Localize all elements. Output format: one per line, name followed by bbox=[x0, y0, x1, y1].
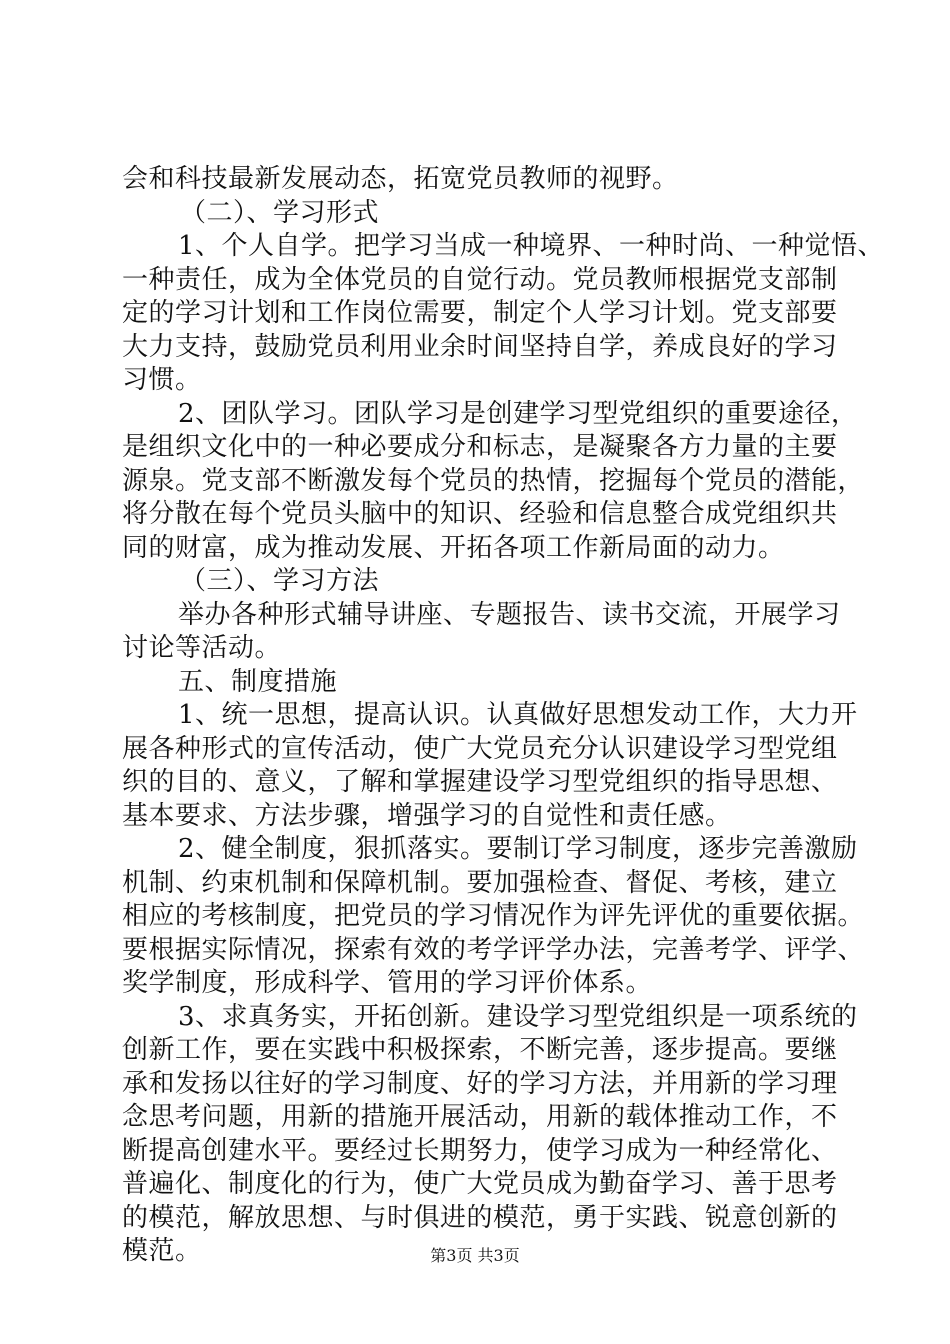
text-line: 奖学制度，形成科学、管用的学习评价体系。 bbox=[122, 968, 653, 998]
text-line: 同的财富，成为推动发展、开拓各项工作新局面的动力。 bbox=[122, 533, 785, 563]
text-line: 相应的考核制度，把党员的学习情况作为评先评优的重要依据。 bbox=[122, 901, 865, 931]
text-line: （二）、学习形式 bbox=[180, 198, 380, 228]
text-line: 讨论等活动。 bbox=[122, 633, 282, 663]
text-line: 织的目的、意义，了解和掌握建设学习型党组织的指导思想、 bbox=[122, 767, 838, 797]
text-line: 举办各种形式辅导讲座、专题报告、读书交流，开展学习 bbox=[178, 600, 841, 630]
text-line: 念思考问题，用新的措施开展活动，用新的载体推动工作，不 bbox=[122, 1102, 838, 1132]
text-line: 一种责任，成为全体党员的自觉行动。党员教师根据党支部制 bbox=[122, 265, 838, 295]
text-line: 习惯。 bbox=[122, 365, 202, 395]
text-line: 会和科技最新发展动态，拓宽党员教师的视野。 bbox=[122, 164, 679, 194]
text-line: 模范。 bbox=[122, 1236, 202, 1266]
text-line: 2、健全制度，狠抓落实。要制订学习制度，逐步完善激励 bbox=[178, 834, 858, 864]
text-line: 源泉。党支部不断激发每个党员的热情，挖掘每个党员的潜能， bbox=[122, 466, 865, 496]
page-footer: 第3页 共3页 bbox=[430, 1246, 520, 1265]
text-line: 机制、约束机制和保障机制。要加强检查、督促、考核，建立 bbox=[122, 868, 838, 898]
text-line: 展各种形式的宣传活动，使广大党员充分认识建设学习型党组 bbox=[122, 734, 838, 764]
text-line: 承和发扬以往好的学习制度、好的学习方法，并用新的学习理 bbox=[122, 1069, 838, 1099]
text-line: 1、统一思想，提高认识。认真做好思想发动工作，大力开 bbox=[178, 700, 858, 730]
text-line: 定的学习计划和工作岗位需要，制定个人学习计划。党支部要 bbox=[122, 298, 838, 328]
text-line: 将分散在每个党员头脑中的知识、经验和信息整合成党组织共 bbox=[122, 499, 838, 529]
text-line: 2、团队学习。团队学习是创建学习型党组织的重要途径， bbox=[178, 399, 858, 429]
text-line: 的模范，解放思想、与时俱进的模范，勇于实践、锐意创新的 bbox=[122, 1203, 838, 1233]
text-line: 1、个人自学。把学习当成一种境界、一种时尚、一种觉悟、 bbox=[178, 231, 885, 261]
text-line: 创新工作，要在实践中积极探索，不断完善，逐步提高。要继 bbox=[122, 1035, 838, 1065]
text-line: 断提高创建水平。要经过长期努力，使学习成为一种经常化、 bbox=[122, 1136, 838, 1166]
text-line: 3、求真务实，开拓创新。建设学习型党组织是一项系统的 bbox=[178, 1002, 858, 1032]
text-line: 普遍化、制度化的行为，使广大党员成为勤奋学习、善于思考 bbox=[122, 1169, 838, 1199]
text-line: 大力支持，鼓励党员利用业余时间坚持自学，养成良好的学习 bbox=[122, 332, 838, 362]
text-line: （三）、学习方法 bbox=[180, 566, 380, 596]
text-line: 要根据实际情况，探索有效的考学评学办法，完善考学、评学、 bbox=[122, 935, 865, 965]
text-line: 五、制度措施 bbox=[178, 667, 338, 697]
text-line: 是组织文化中的一种必要成分和标志，是凝聚各方力量的主要 bbox=[122, 432, 838, 462]
text-line: 基本要求、方法步骤，增强学习的自觉性和责任感。 bbox=[122, 801, 732, 831]
